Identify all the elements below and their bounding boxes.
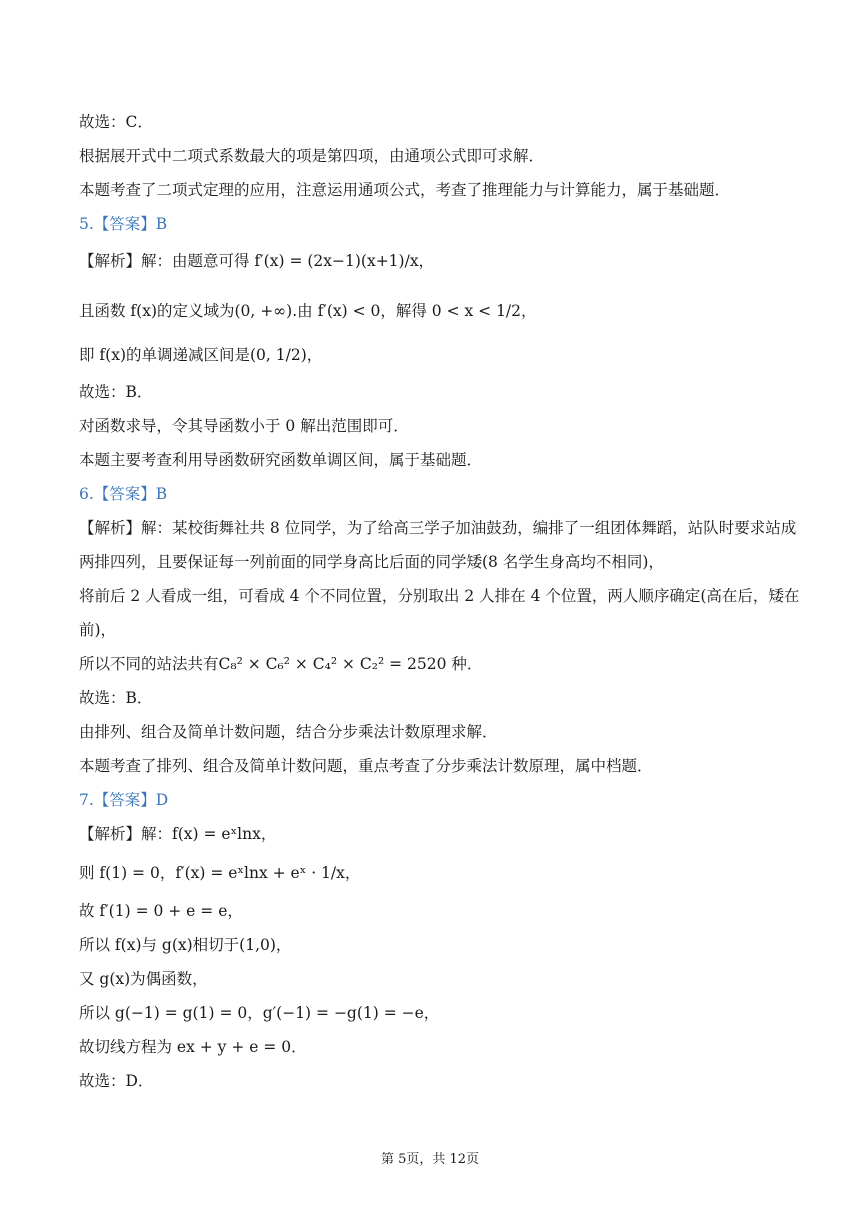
text-line: 本题考查了排列、组合及简单计数问题，重点考查了分步乘法计数原理，属中档题．	[79, 757, 653, 775]
text-line: 根据展开式中二项式系数最大的项是第四项，由通项公式即可求解．	[79, 147, 545, 165]
answer-heading: 6.【答案】B	[79, 485, 168, 503]
text-line: 本题主要考查利用导函数研究函数单调区间，属于基础题．	[79, 451, 483, 469]
text-line: 由排列、组合及简单计数问题，结合分步乘法计数原理求解．	[79, 723, 498, 741]
text-line: 故 f′(1) = 0 + e = e，	[79, 902, 243, 920]
text-line: 故切线方程为 ex + y + e = 0．	[79, 1038, 307, 1056]
page-footer: 第 5页，共 12页	[380, 1152, 480, 1167]
text-line: 将前后 2 人看成一组，可看成 4 个不同位置，分别取出 2 人排在 4 个位置，两人顺序确定(高在后，矮在	[79, 587, 800, 605]
text-line: 即 f(x)的单调递减区间是(0, 1/2)，	[79, 346, 323, 364]
text-line: 且函数 f(x)的定义域为(0, +∞).由 f′(x) < 0，解得 0 < x < 1/2，	[79, 302, 537, 320]
text-line: 则 f(1) = 0，f′(x) = eˣlnx + eˣ · 1/x，	[79, 864, 361, 882]
text-line: 本题考查了二项式定理的应用，注意运用通项公式，考查了推理能力与计算能力，属于基础题．	[79, 181, 731, 199]
text-line: 前)，	[79, 621, 117, 639]
answer-heading: 7.【答案】D	[79, 791, 169, 809]
text-line: 所以 f(x)与 g(x)相切于(1,0)，	[79, 936, 292, 954]
text-line: 【解析】解：f(x) = eˣlnx，	[79, 825, 277, 843]
text-line: 【解析】解：由题意可得 f′(x) = (2x−1)(x+1)/x，	[79, 252, 435, 270]
text-line: 所以 g(−1) = g(1) = 0，g′(−1) = −g(1) = −e，	[79, 1004, 440, 1022]
text-line: 对函数求导，令其导函数小于 0 解出范围即可．	[79, 417, 409, 435]
text-line: 故选：B．	[79, 383, 153, 401]
text-line: 故选：C．	[79, 113, 153, 131]
text-line: 【解析】解：某校街舞社共 8 位同学，为了给高三学子加油鼓劲，编排了一组团体舞蹈，站队时要求站成	[79, 519, 797, 537]
text-line: 故选：D．	[79, 1072, 154, 1090]
text-line: 又 g(x)为偶函数，	[79, 970, 208, 988]
text-line: 两排四列，且要保证每一列前面的同学身高比后面的同学矮(8 名学生身高均不相同)，	[79, 553, 664, 571]
answer-heading: 5.【答案】B	[79, 215, 168, 233]
text-line: 故选：B．	[79, 689, 153, 707]
text-line: 所以不同的站法共有C₈² × C₆² × C₄² × C₂² = 2520 种．	[79, 655, 483, 673]
